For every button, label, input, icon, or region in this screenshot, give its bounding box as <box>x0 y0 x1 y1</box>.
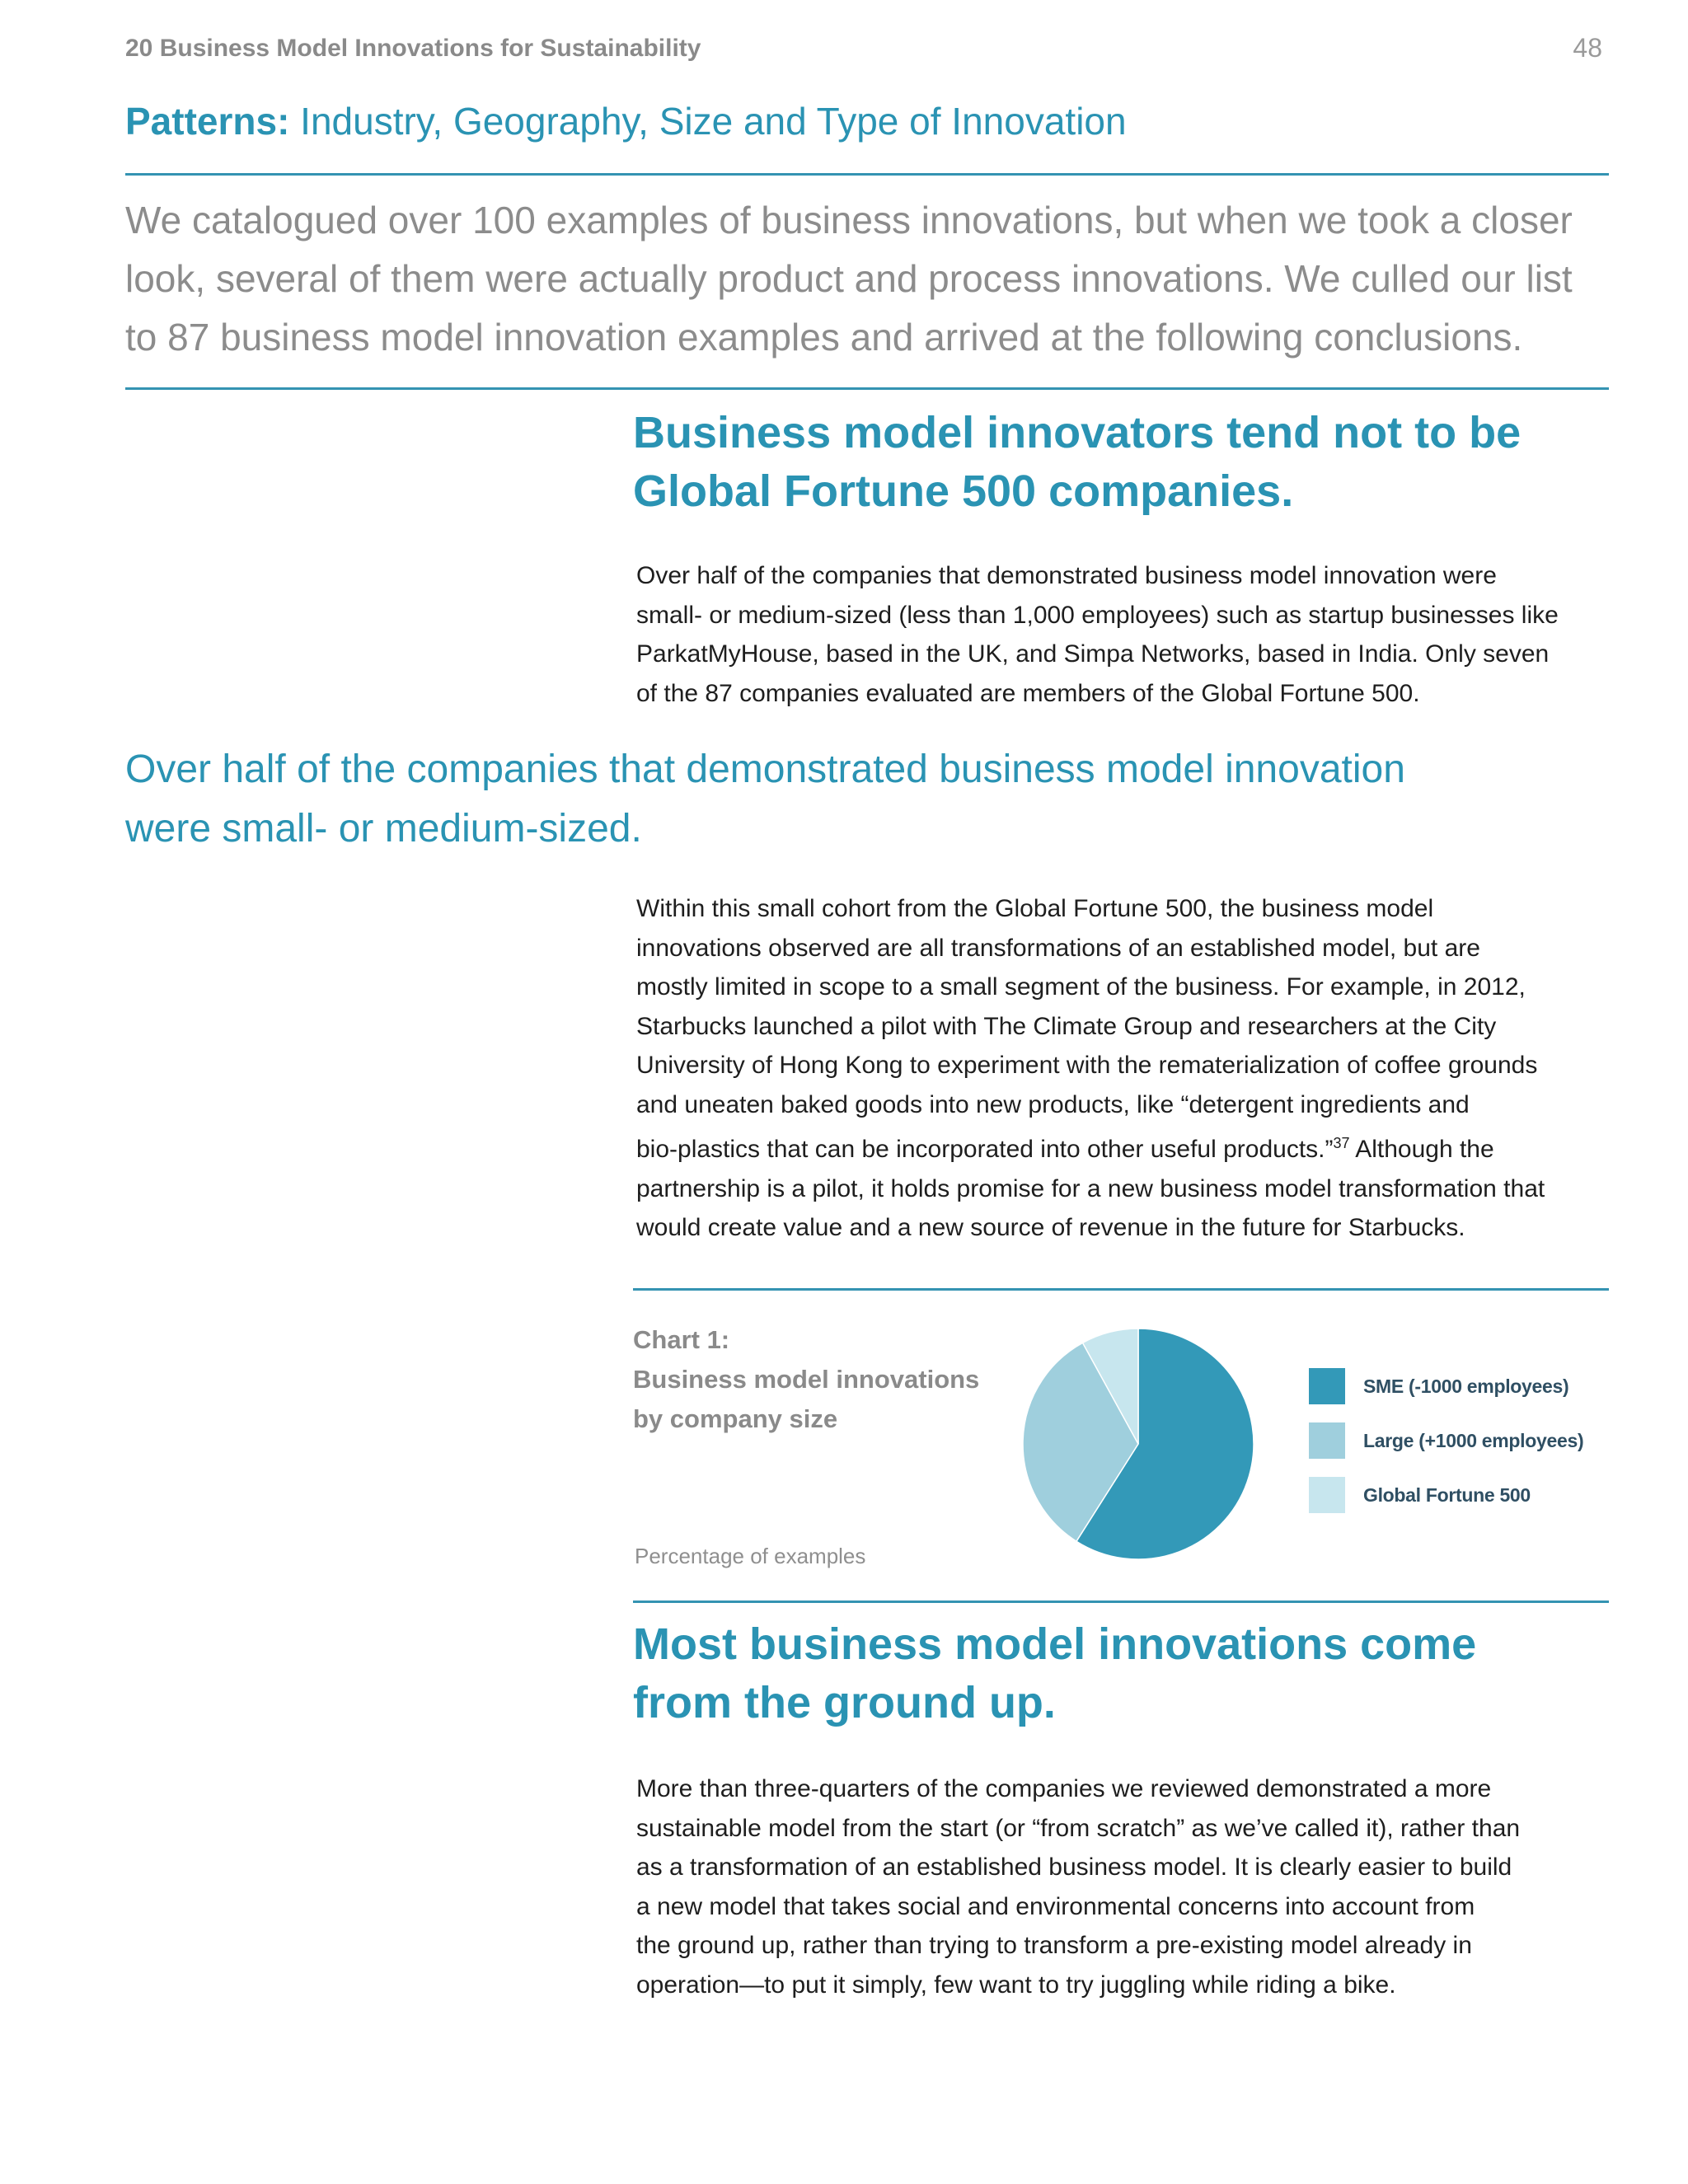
pull-quote-line: were small- or medium-sized. <box>125 807 642 851</box>
paragraph-line: as a transformation of an established business model. It is clearly easier to build <box>636 1854 1512 1881</box>
legend-item <box>1309 1477 1583 1513</box>
finding-1-heading <box>633 404 1622 521</box>
line-end: Although the <box>1349 1136 1494 1163</box>
section-title <box>125 99 1127 143</box>
paragraph-line: and uneaten baked goods into new products, like “detergent ingredients and <box>636 1090 1470 1118</box>
divider-chart-bottom <box>633 1601 1609 1603</box>
legend-item <box>1309 1422 1583 1459</box>
divider-chart-top <box>633 1288 1609 1291</box>
intro-line: look, several of them were actually product and process innovations. We culled our list <box>125 257 1573 300</box>
paragraph-line: Over half of the companies that demonstrated business model innovation were <box>636 562 1497 589</box>
paragraph-line: mostly limited in scope to a small segment of the business. For example, in 2012, <box>636 973 1526 1001</box>
chart-title-line: Business model innovations <box>633 1365 980 1394</box>
intro-paragraph <box>125 191 1625 367</box>
paragraph-line: sustainable model from the start (or “from scratch” as we’ve called it), rather than <box>636 1814 1521 1842</box>
pull-quote-line: Over half of the companies that demonstrated business model innovation <box>125 748 1405 791</box>
legend-swatch <box>1309 1422 1345 1459</box>
paragraph-line: Starbucks launched a pilot with The Climate Group and researchers at the City <box>636 1012 1497 1040</box>
legend-swatch <box>1309 1368 1345 1404</box>
finding-1-paragraph <box>636 556 1617 713</box>
legend-label: Global Fortune 500 <box>1363 1483 1531 1506</box>
footnote-ref[interactable]: 37 <box>1333 1135 1350 1151</box>
intro-line: to 87 business model innovation examples and arrived at the following conclusions. <box>125 316 1523 359</box>
paragraph-line: small- or medium-sized (less than 1,000 employees) such as startup businesses like <box>636 601 1559 629</box>
page-number: 48 <box>1573 33 1602 63</box>
paragraph-line: University of Hong Kong to experiment with the rematerialization of coffee grounds <box>636 1052 1538 1079</box>
chart-title-line: by company size <box>633 1404 838 1433</box>
heading-line: from the ground up. <box>633 1678 1056 1727</box>
running-title: 20 Business Model Innovations for Sustainability <box>125 35 701 62</box>
heading-line: Global Fortune 500 companies. <box>633 466 1294 516</box>
paragraph-line: More than three-quarters of the companies we reviewed demonstrated a more <box>636 1775 1492 1802</box>
chart-note: Percentage of examples <box>635 1544 866 1568</box>
pie-chart <box>1020 1326 1256 1562</box>
chart-title <box>633 1320 996 1439</box>
pull-quote <box>125 740 1526 859</box>
paragraph-line: Within this small cohort from the Global Fortune 500, the business model <box>636 895 1434 922</box>
divider-intro <box>125 387 1609 390</box>
legend-label: Large (+1000 employees) <box>1363 1429 1584 1451</box>
paragraph-line <box>636 1124 1617 1169</box>
paragraph-line: innovations observed are all transformations of an established model, but are <box>636 934 1480 962</box>
section-title-rest: Industry, Geography, Size and Type of Innovation <box>289 100 1127 143</box>
legend-label: SME (-1000 employees) <box>1363 1375 1569 1397</box>
section-title-bold: Patterns: <box>125 100 290 143</box>
intro-line: We catalogued over 100 examples of business innovations, but when we took a closer <box>125 199 1573 241</box>
chart-legend <box>1309 1368 1583 1531</box>
cohort-paragraph <box>636 889 1617 1248</box>
line-start: bio-plastics that can be incorporated into other useful products.” <box>636 1136 1334 1163</box>
finding-2-heading <box>633 1615 1622 1732</box>
paragraph-line: operation—to put it simply, few want to try juggling while riding a bike. <box>636 1971 1396 1999</box>
legend-swatch <box>1309 1477 1345 1513</box>
legend-item <box>1309 1368 1583 1404</box>
finding-2-paragraph <box>636 1769 1617 2004</box>
paragraph-line: partnership is a pilot, it holds promise for a new business model transformation that <box>636 1174 1545 1202</box>
paragraph-line: of the 87 companies evaluated are members of the Global Fortune 500. <box>636 679 1420 707</box>
heading-line: Most business model innovations come <box>633 1619 1477 1669</box>
divider-top <box>125 173 1609 176</box>
chart-title-line: Chart 1: <box>633 1325 730 1354</box>
paragraph-line: the ground up, rather than trying to transform a pre-existing model already in <box>636 1932 1472 1959</box>
paragraph-line: would create value and a new source of revenue in the future for Starbucks. <box>636 1214 1465 1241</box>
paragraph-line: ParkatMyHouse, based in the UK, and Simpa Networks, based in India. Only seven <box>636 640 1550 668</box>
paragraph-line: a new model that takes social and environmental concerns into account from <box>636 1892 1475 1920</box>
heading-line: Business model innovators tend not to be <box>633 408 1522 457</box>
